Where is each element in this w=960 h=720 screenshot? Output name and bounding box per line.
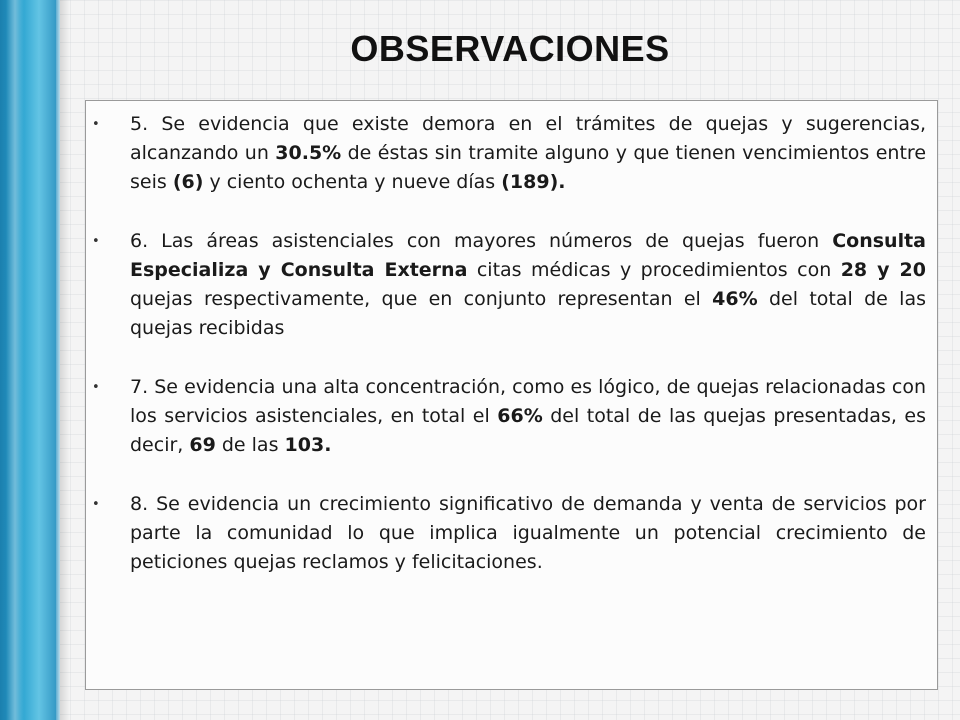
observation-item [130, 110, 926, 197]
content-box [85, 100, 938, 690]
highlighted-value: 69 [189, 434, 216, 456]
observation-text: de éstas sin tramite alguno y que tienen vencimientos entre seis [130, 142, 927, 193]
highlighted-value: 66% [497, 405, 543, 427]
observations-list [130, 110, 926, 607]
observation-item [130, 490, 926, 577]
highlighted-value: (6) [172, 171, 204, 193]
highlighted-value: 103. [284, 434, 332, 456]
side-bar-shadow [60, 0, 70, 720]
observation-text: 7. Se evidencia una alta concentración, como es lógico, de quejas relacionadas con los servicios asistenciales, en total el [130, 376, 926, 427]
observation-text: quejas respectivamente, que en conjunto representan el [130, 288, 713, 310]
observation-text: y ciento ochenta y nueve días [203, 171, 502, 193]
observation-text: del total de las quejas presentadas, es decir, [130, 405, 926, 456]
observation-item [130, 227, 926, 343]
observation-text: de las [215, 434, 285, 456]
highlighted-value: 46% [712, 288, 758, 310]
highlighted-value: 30.5% [275, 142, 342, 164]
observation-text: del total de las quejas recibidas [130, 288, 926, 339]
observation-text: 5. Se evidencia que existe demora en el trámites de quejas y sugerencias, alcanzando un [130, 113, 926, 164]
observation-text: 6. Las áreas asistenciales con mayores números de quejas fueron [130, 230, 833, 252]
decorative-side-bar [0, 0, 60, 720]
highlighted-value: 28 y 20 [840, 259, 926, 281]
observation-text: citas médicas y procedimientos con [467, 259, 841, 281]
slide-title: OBSERVACIONES [350, 28, 670, 69]
highlighted-value: Consulta Especializa y Consulta Externa [130, 230, 926, 281]
observation-text: 8. Se evidencia un crecimiento significativo de demanda y venta de servicios por parte la comunidad lo que implica igualmente un potencial crecimiento de peticiones quejas reclamos y felicitaciones. [130, 493, 926, 573]
observation-item [130, 373, 926, 460]
highlighted-value: (189). [501, 171, 566, 193]
